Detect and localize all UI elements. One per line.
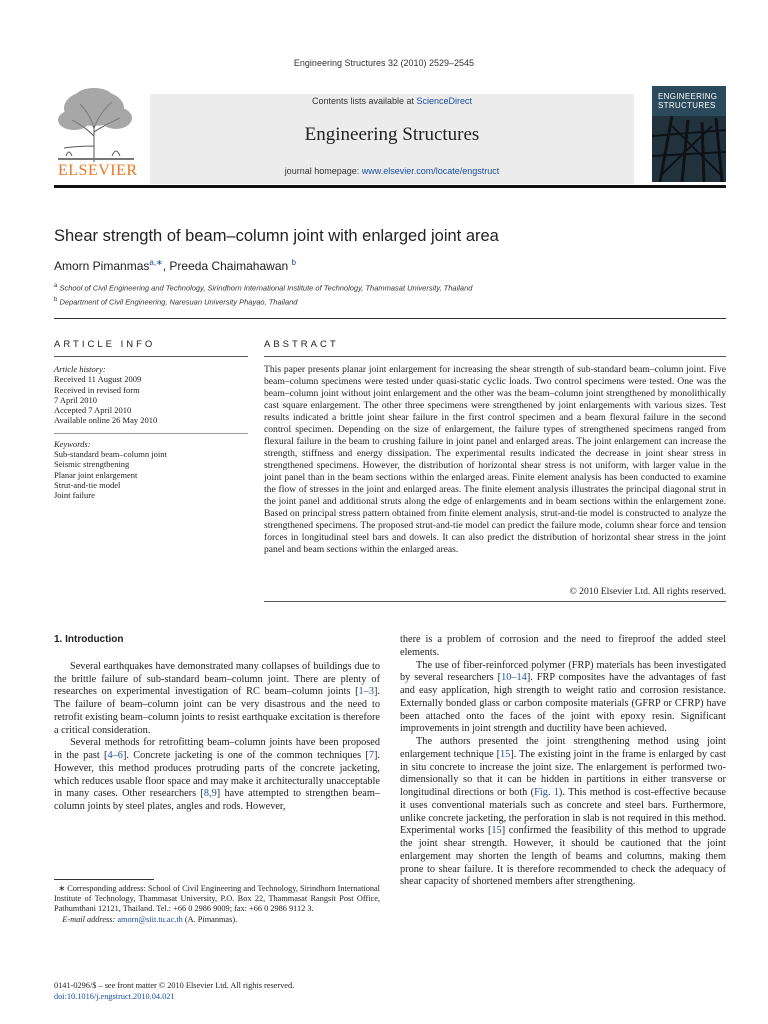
body-column-left (54, 634, 380, 814)
history-line: Accepted 7 April 2010 (54, 405, 132, 416)
author-block-rule (54, 318, 726, 319)
author-list (54, 258, 296, 273)
intro-paragraph-4 (400, 736, 726, 889)
article-info-heading: ARTICLE INFO (54, 339, 156, 350)
abstract-rule (264, 356, 726, 357)
abstract-heading: ABSTRACT (264, 339, 339, 350)
intro-paragraph-2-cont: there is a problem of corrosion and the need to fireproof the added steel elements. (400, 634, 726, 658)
author-2: Preeda Chaimahawan (169, 259, 289, 273)
cover-title-line1: ENGINEERING (658, 92, 718, 101)
paragraph-text: The authors presented the joint strengthening method using joint enlargement technique [ (400, 736, 726, 760)
reference-link[interactable]: 15 (491, 825, 502, 837)
reference-link[interactable]: 8,9 (203, 788, 217, 800)
footnote-mark: ∗ (58, 884, 66, 893)
reference-link[interactable]: 4–6 (107, 750, 123, 761)
reference-link[interactable]: 7 (368, 750, 374, 761)
homepage-link[interactable]: www.elsevier.com/locate/engstruct (361, 166, 500, 176)
abstract-copyright: © 2010 Elsevier Ltd. All rights reserved. (569, 586, 726, 597)
keyword-item: Sub-standard beam–column joint (54, 449, 167, 460)
email-suffix: (A. Pimanmas). (182, 914, 238, 924)
reference-link[interactable]: 15 (500, 748, 511, 760)
reference-link[interactable]: 1–3 (358, 686, 374, 698)
front-matter-line: 0141-0296/$ – see front matter © 2010 Elsevier Ltd. All rights reserved. (54, 981, 295, 990)
keywords-label: Keywords: (54, 438, 91, 449)
reference-link[interactable]: 10–14 (501, 672, 527, 684)
email-link[interactable]: amorn@siit.tu.ac.th (117, 914, 183, 924)
homepage-prefix: journal homepage: (284, 166, 362, 176)
footnote-rule (54, 879, 154, 880)
intro-paragraph-2 (54, 737, 380, 814)
affiliation-b (54, 297, 297, 307)
article-info-rule (54, 356, 248, 357)
figure-link[interactable]: Fig. 1 (534, 787, 559, 798)
article-title: Shear strength of beam–column joint with enlarged joint area (54, 227, 499, 245)
affiliation-b-mark: b (54, 297, 58, 303)
elsevier-wordmark: ELSEVIER (58, 162, 138, 179)
sciencedirect-link[interactable]: ScienceDirect (416, 96, 473, 106)
contents-prefix: Contents lists available at (311, 96, 417, 106)
paragraph-text: ). This method is cost-effective because it uses conventional materials such as concrete and steel bars. Furthermore, unlike concrete jacketing, the perforation in slab is not required in this method. Experimental works [ (400, 787, 726, 837)
paragraph-text: Several methods for retrofitting beam–column joints have been proposed in the past [ (54, 737, 380, 761)
affiliation-a-mark: a (54, 283, 58, 289)
affiliation-b-text: Department of Civil Engineering, Naresuan University Phayao, Thailand (59, 297, 298, 307)
journal-citation: Engineering Structures 32 (2010) 2529–2545 (293, 58, 475, 68)
page-footer (54, 980, 294, 1002)
intro-paragraph-1 (54, 661, 380, 738)
author-separator: , (162, 259, 170, 273)
paragraph-text: ]. The failure of beam–column joint can be very disastrous and the need to retrofit existing beam–column joints to resist earthquake excitation is therefore a critical consideration. (54, 686, 380, 736)
affiliation-a-text: School of Civil Engineering and Technology, Sirindhorn International Institute of Technology, Thammasat University, Thailand (59, 283, 473, 293)
keywords-rule (54, 433, 248, 434)
paragraph-text: ]. Concrete jacketing is one of the common techniques [ (122, 750, 369, 761)
abstract-end-rule (264, 601, 726, 602)
elsevier-logo (54, 86, 140, 182)
journal-cover-image (652, 86, 726, 182)
journal-title: Engineering Structures (304, 124, 480, 145)
footnote-text: Corresponding address: School of Civil Engineering and Technology, Sirindhorn International Institute of Technology, Thammasat University, P.O. Box 22, Thammasat Rangsit Post Office, Pathumthani 12121, Thailand. Tel.: +66 0 2986 9009; fax: +66 0 2986 9112 3. (54, 884, 380, 914)
article-history (54, 364, 248, 501)
cover-title (658, 92, 717, 110)
paragraph-text: ]. FRP composites have the advantages of fast and easy application, high strength to weight ratio and corrosion resistance. Externally bonded glass or carbon composite materials (GFRP or CFRP) have been attached onto the faces of the joint with epoxy resin. Significant improvements in joint strength and ductility have been achieved. (400, 672, 726, 735)
article-history-label: Article history: (54, 364, 106, 374)
body-column-right (400, 634, 726, 889)
elsevier-tree-icon (54, 86, 140, 164)
journal-homepage (150, 166, 634, 176)
affiliation-a (54, 283, 472, 293)
history-line: Available online 26 May 2010 (54, 415, 158, 426)
history-line: 7 April 2010 (54, 394, 97, 405)
email-label: E-mail address: (62, 914, 116, 924)
keyword-item: Joint failure (54, 490, 95, 501)
intro-paragraph-3 (400, 660, 726, 737)
contents-availability (150, 96, 634, 106)
author-1: Amorn Pimanmas (54, 259, 150, 273)
author-1-marks[interactable]: a,∗ (149, 258, 163, 267)
keyword-item: Planar joint enlargement (54, 469, 138, 480)
history-line: Received in revised form (54, 384, 140, 395)
paragraph-text: ]. The existing joint in the frame is enlarged by cast in situ concrete to increase the joint size. The enlargement is performed two-dimensionally so that it can be hidden in partitions in either transverse or longitudinal directions or both ( (400, 748, 726, 798)
history-line: Received 11 August 2009 (54, 374, 142, 385)
paragraph-text: ]. However, this method produces protruding parts of the concrete jacketing, which reduces usable floor space and may make it architecturally unacceptable in many cases. Other researchers [ (54, 750, 381, 800)
cover-title-line2: STRUCTURES (658, 101, 716, 110)
author-2-marks[interactable]: b (291, 258, 296, 267)
header-rule (54, 185, 726, 188)
abstract-text: This paper presents planar joint enlargement for increasing the shear strength of sub-standard beam–column joint. Five beam–column specimens were tested under quasi-static cyclic loads. Two control specimens were tested. One was the beam–column joint without joint enlargement and the other was the beam–column joint strengthened by monolithically cast square enlargement. The other three specimens were strengthened by joint enlargements with various sizes. Test results indicated a brittle joint shear failure in the first control specimen and a beam flexural failure in the second control specimen. Depending on the size of enlargement, the failure types of strengthened specimens ranged from flexural failure in the beam to crushing failure in joint panel and enlarged areas. The joint enlargement can increase the strength, stiffness and energy dissipation. The experimental results indicated the decrease in joint shear stress in strengthened specimens. However, the distribution of horizontal shear stress is not uniform, with larger value in the joint panel than in the beam sections within the enlarged areas. Finite element analysis has been conducted to examine the flow of stresses in the joint and enlarged areas. The finite element analysis illustrates the principal diagonal strut in the joint panel and additional struts along the edge of enlargements and in beam sections within the enlargement zone. Based on principal stress pattern obtained from finite element analysis, strut-and-tie model is constructed to analyze the strengthened specimens. The proposed strut-and-tie model can predict the failure mode, column shear force and tension forces in longitudinal steel bars and dowels. It can also predict the distribution of horizontal shear stress in the joint panel and beam sections within the enlarged areas. (264, 364, 726, 555)
keyword-item: Seismic strengthening (54, 459, 130, 470)
paragraph-text: The use of fiber-reinforced polymer (FRP) materials has been investigated by several researchers [ (400, 659, 726, 684)
keyword-item: Strut-and-tie model (54, 479, 121, 490)
paragraph-text: ] confirmed the feasibility of this method to upgrade the joint shear strength. However, it should be cautioned that the joint enlargement may shorten the length of beams and columns, making them prone to shear failure. It is therefore recommended to check the adequacy of shear capacity of shortened members after strengthening. (400, 825, 726, 888)
journal-banner (150, 94, 634, 184)
doi-link[interactable]: doi:10.1016/j.engstruct.2010.04.021 (54, 992, 175, 1001)
corresponding-author-footnote (54, 884, 380, 925)
section-heading-introduction: 1. Introduction (54, 634, 124, 645)
journal-header (54, 86, 726, 182)
paragraph-text: ] have attempted to strengthen beam–column joints by steel plates, angles and rods. However, (54, 788, 381, 812)
paragraph-text: Several earthquakes have demonstrated many collapses of buildings due to the brittle failure of sub-standard beam–column joint. There are plenty of researches on experimental investigation of RC beam–column joints [ (54, 660, 380, 698)
